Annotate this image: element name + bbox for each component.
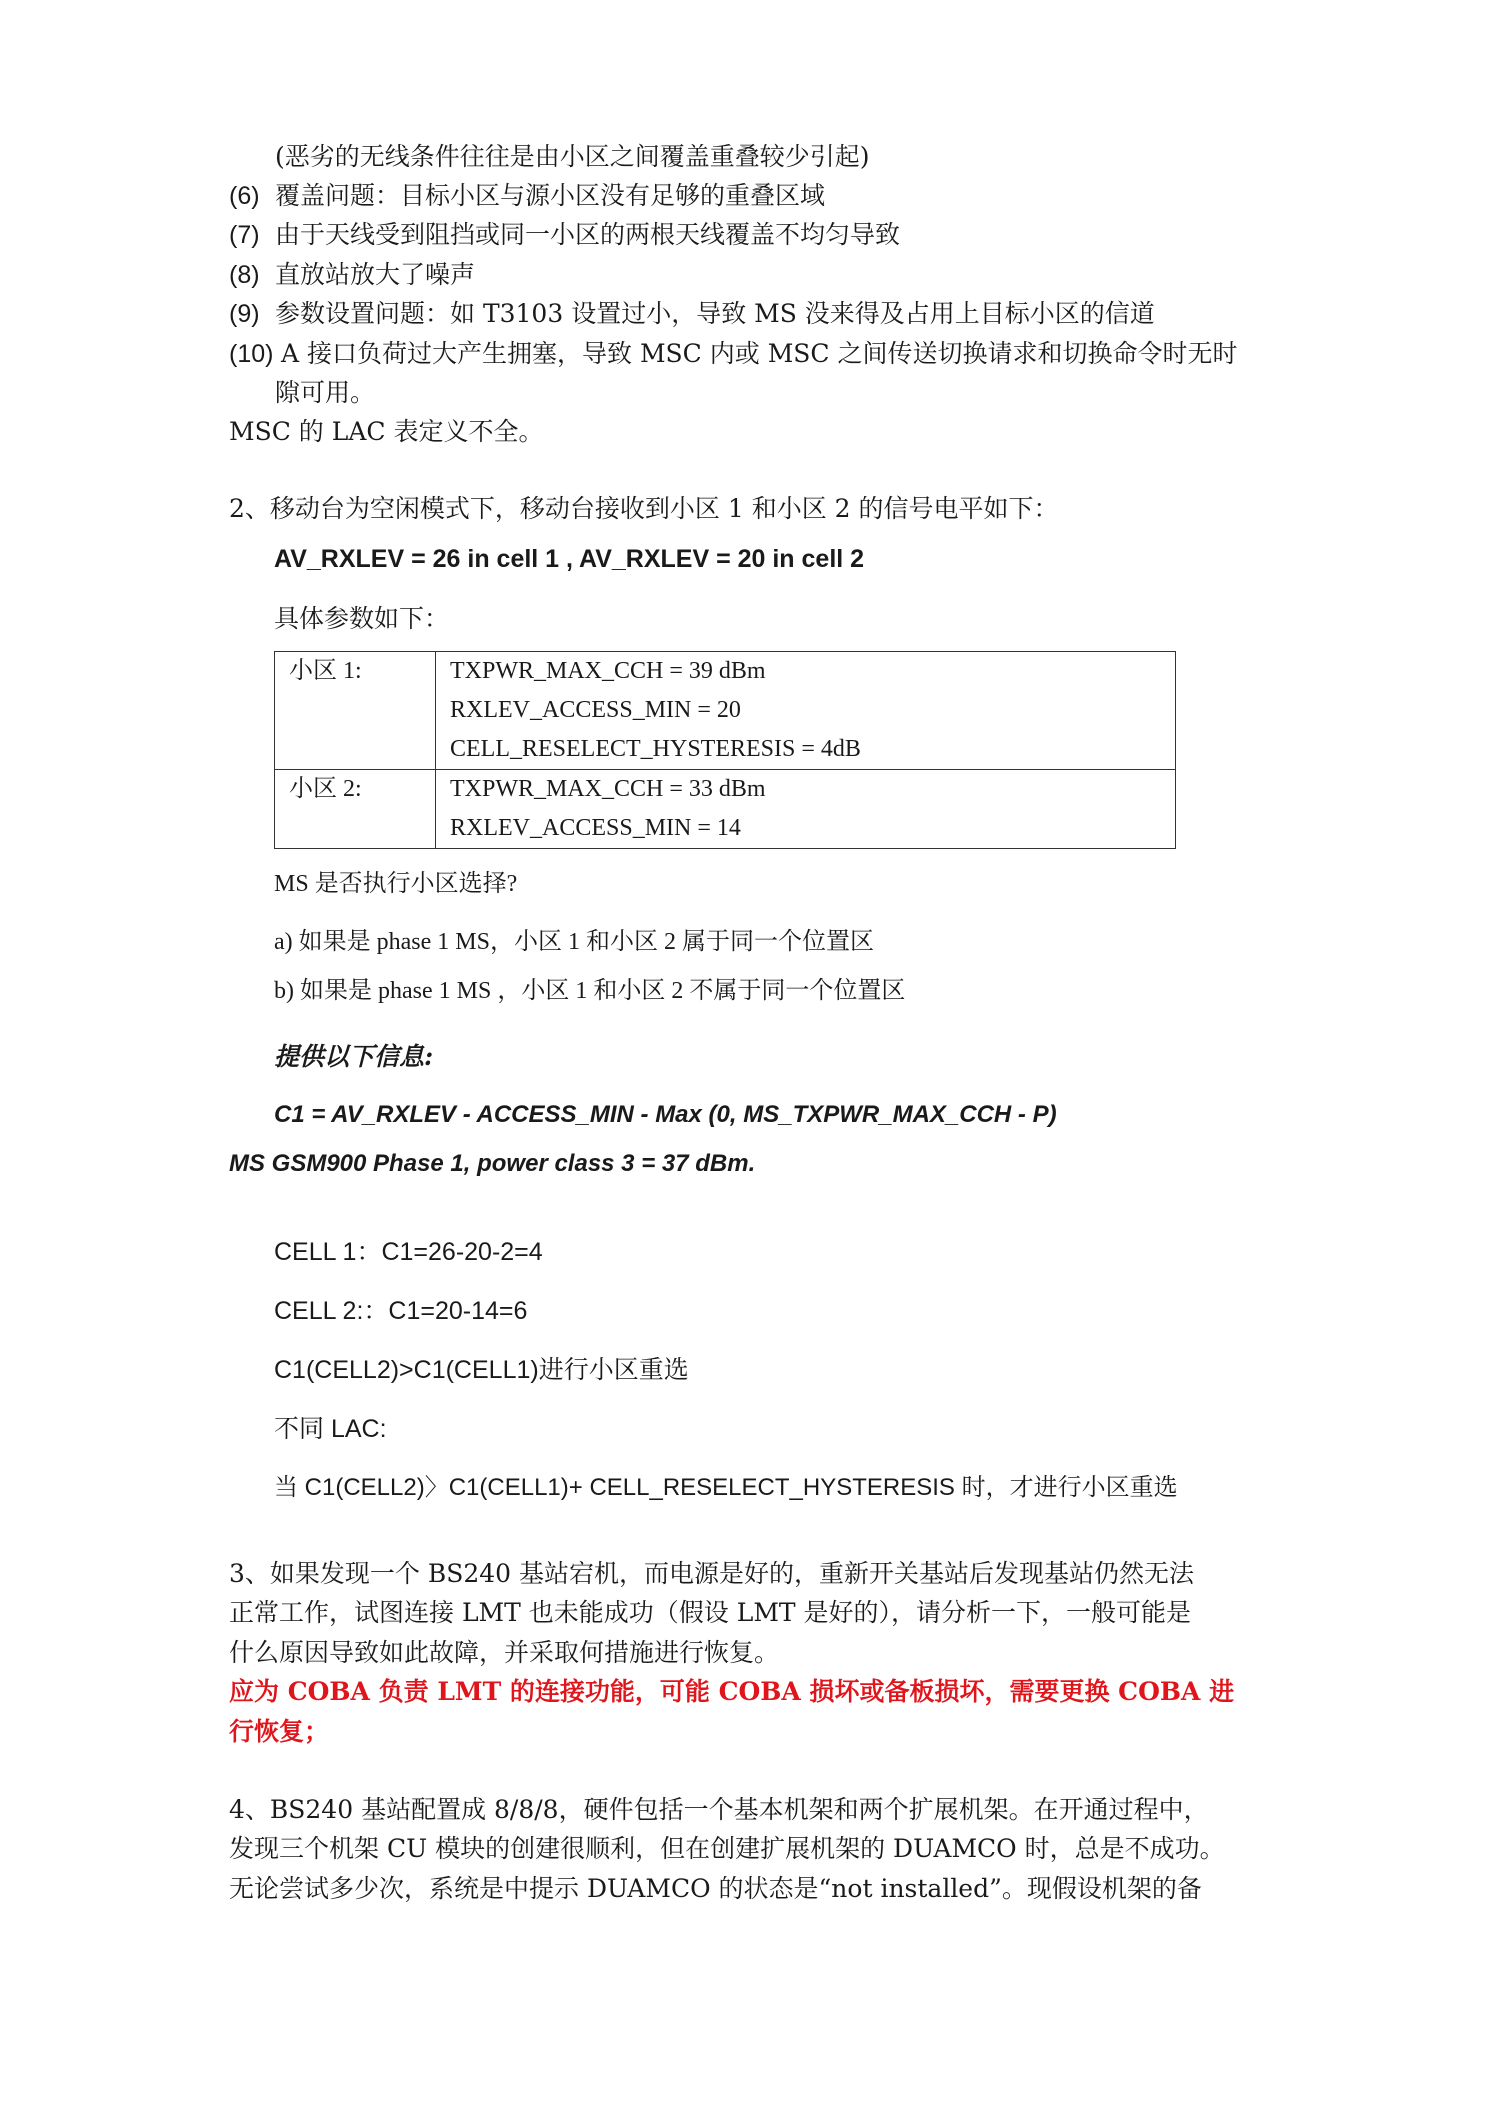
list-item-10: (10) A 接口负荷过大产生拥塞，导致 MSC 内或 MSC 之间传送切换请求和切换命令时无时 [229, 339, 1238, 368]
list-item-9: (9) 参数设置问题：如 T3103 设置过小，导致 MS 没来得及占用上目标小区的信道 [229, 299, 1155, 328]
table-cell-label: 小区 2: [275, 770, 436, 849]
q2-question: MS 是否执行小区选择? [274, 871, 518, 897]
q4-line-2: 发现三个机架 CU 模块的创建很顺利，但在创建扩展机架的 DUAMCO 时，总是不成功。 [229, 1834, 1225, 1863]
params-table [274, 651, 1176, 849]
q2-rxlev: AV_RXLEV = 26 in cell 1 , AV_RXLEV = 20 in cell 2 [274, 545, 865, 573]
q2-params-label: 具体参数如下： [274, 604, 450, 633]
q3-line-2: 正常工作，试图连接 LMT 也未能成功（假设 LMT 是好的），请分析一下，一般可能是 [229, 1598, 1192, 1627]
q2-cell1-calc: CELL 1：C1=26-20-2=4 [274, 1238, 543, 1266]
q3-answer-line-2: 行恢复； [229, 1717, 330, 1746]
q2-option-a: a) 如果是 phase 1 MS，小区 1 和小区 2 属于同一个位置区 [274, 929, 874, 955]
q2-title: 2、移动台为空闲模式下，移动台接收到小区 1 和小区 2 的信号电平如下： [229, 494, 1059, 523]
list-item-8: (8) 直放站放大了噪声 [229, 260, 476, 289]
table-cell-values [436, 770, 1176, 849]
q2-compare: C1(CELL2)>C1(CELL1)进行小区重选 [274, 1356, 689, 1384]
q2-option-b: b) 如果是 phase 1 MS ，小区 1 和小区 2 不属于同一个位置区 [274, 978, 906, 1004]
param-line: CELL_RESELECT_HYSTERESIS = 4dB [450, 736, 861, 762]
list-item-6: (6) 覆盖问题：目标小区与源小区没有足够的重叠区域 [229, 181, 826, 210]
q3-line-3: 什么原因导致如此故障，并采取何措施进行恢复。 [229, 1638, 780, 1667]
q4-line-3: 无论尝试多少次，系统是中提示 DUAMCO 的状态是“not installed”。现假设机架的备 [229, 1874, 1202, 1903]
param-line: TXPWR_MAX_CCH = 33 dBm [450, 776, 766, 802]
msc-lac-line: MSC 的 LAC 表定义不全。 [229, 417, 544, 446]
q2-when: 当 C1(CELL2)〉C1(CELL1)+ CELL_RESELECT_HYSTERESIS 时，才进行小区重选 [274, 1474, 1178, 1501]
q2-formula: C1 = AV_RXLEV - ACCESS_MIN - Max (0, MS_TXPWR_MAX_CCH - P) [274, 1101, 1057, 1128]
param-line: TXPWR_MAX_CCH = 39 dBm [450, 658, 766, 684]
table-row [275, 770, 1176, 849]
table-cell-values [436, 652, 1176, 770]
q3-line-1: 3、如果发现一个 BS240 基站宕机，而电源是好的，重新开关基站后发现基站仍然无法 [229, 1559, 1195, 1588]
q2-ms-class: MS GSM900 Phase 1, power class 3 = 37 dBm. [229, 1150, 756, 1177]
table-cell-label: 小区 1: [275, 652, 436, 770]
param-line: RXLEV_ACCESS_MIN = 14 [450, 815, 741, 841]
q4-line-1: 4、BS240 基站配置成 8/8/8，硬件包括一个基本机架和两个扩展机架。在开通过程中， [229, 1795, 1209, 1824]
q2-cell2-calc: CELL 2:：C1=20-14=6 [274, 1297, 528, 1325]
param-line: RXLEV_ACCESS_MIN = 20 [450, 697, 741, 723]
list-item-7: (7) 由于天线受到阻挡或同一小区的两根天线覆盖不均匀导致 [229, 220, 901, 249]
table-row [275, 652, 1176, 770]
intro-line-continuation: (恶劣的无线条件往往是由小区之间覆盖重叠较少引起) [275, 142, 870, 171]
q2-info-heading: 提供以下信息: [274, 1042, 434, 1071]
q2-diff-lac: 不同 LAC: [274, 1415, 387, 1443]
q3-answer-line-1: 应为 COBA 负责 LMT 的连接功能，可能 COBA 损坏或备板损坏，需要更换 COBA 进 [229, 1677, 1235, 1706]
list-item-10-continuation: 隙可用。 [275, 378, 376, 407]
